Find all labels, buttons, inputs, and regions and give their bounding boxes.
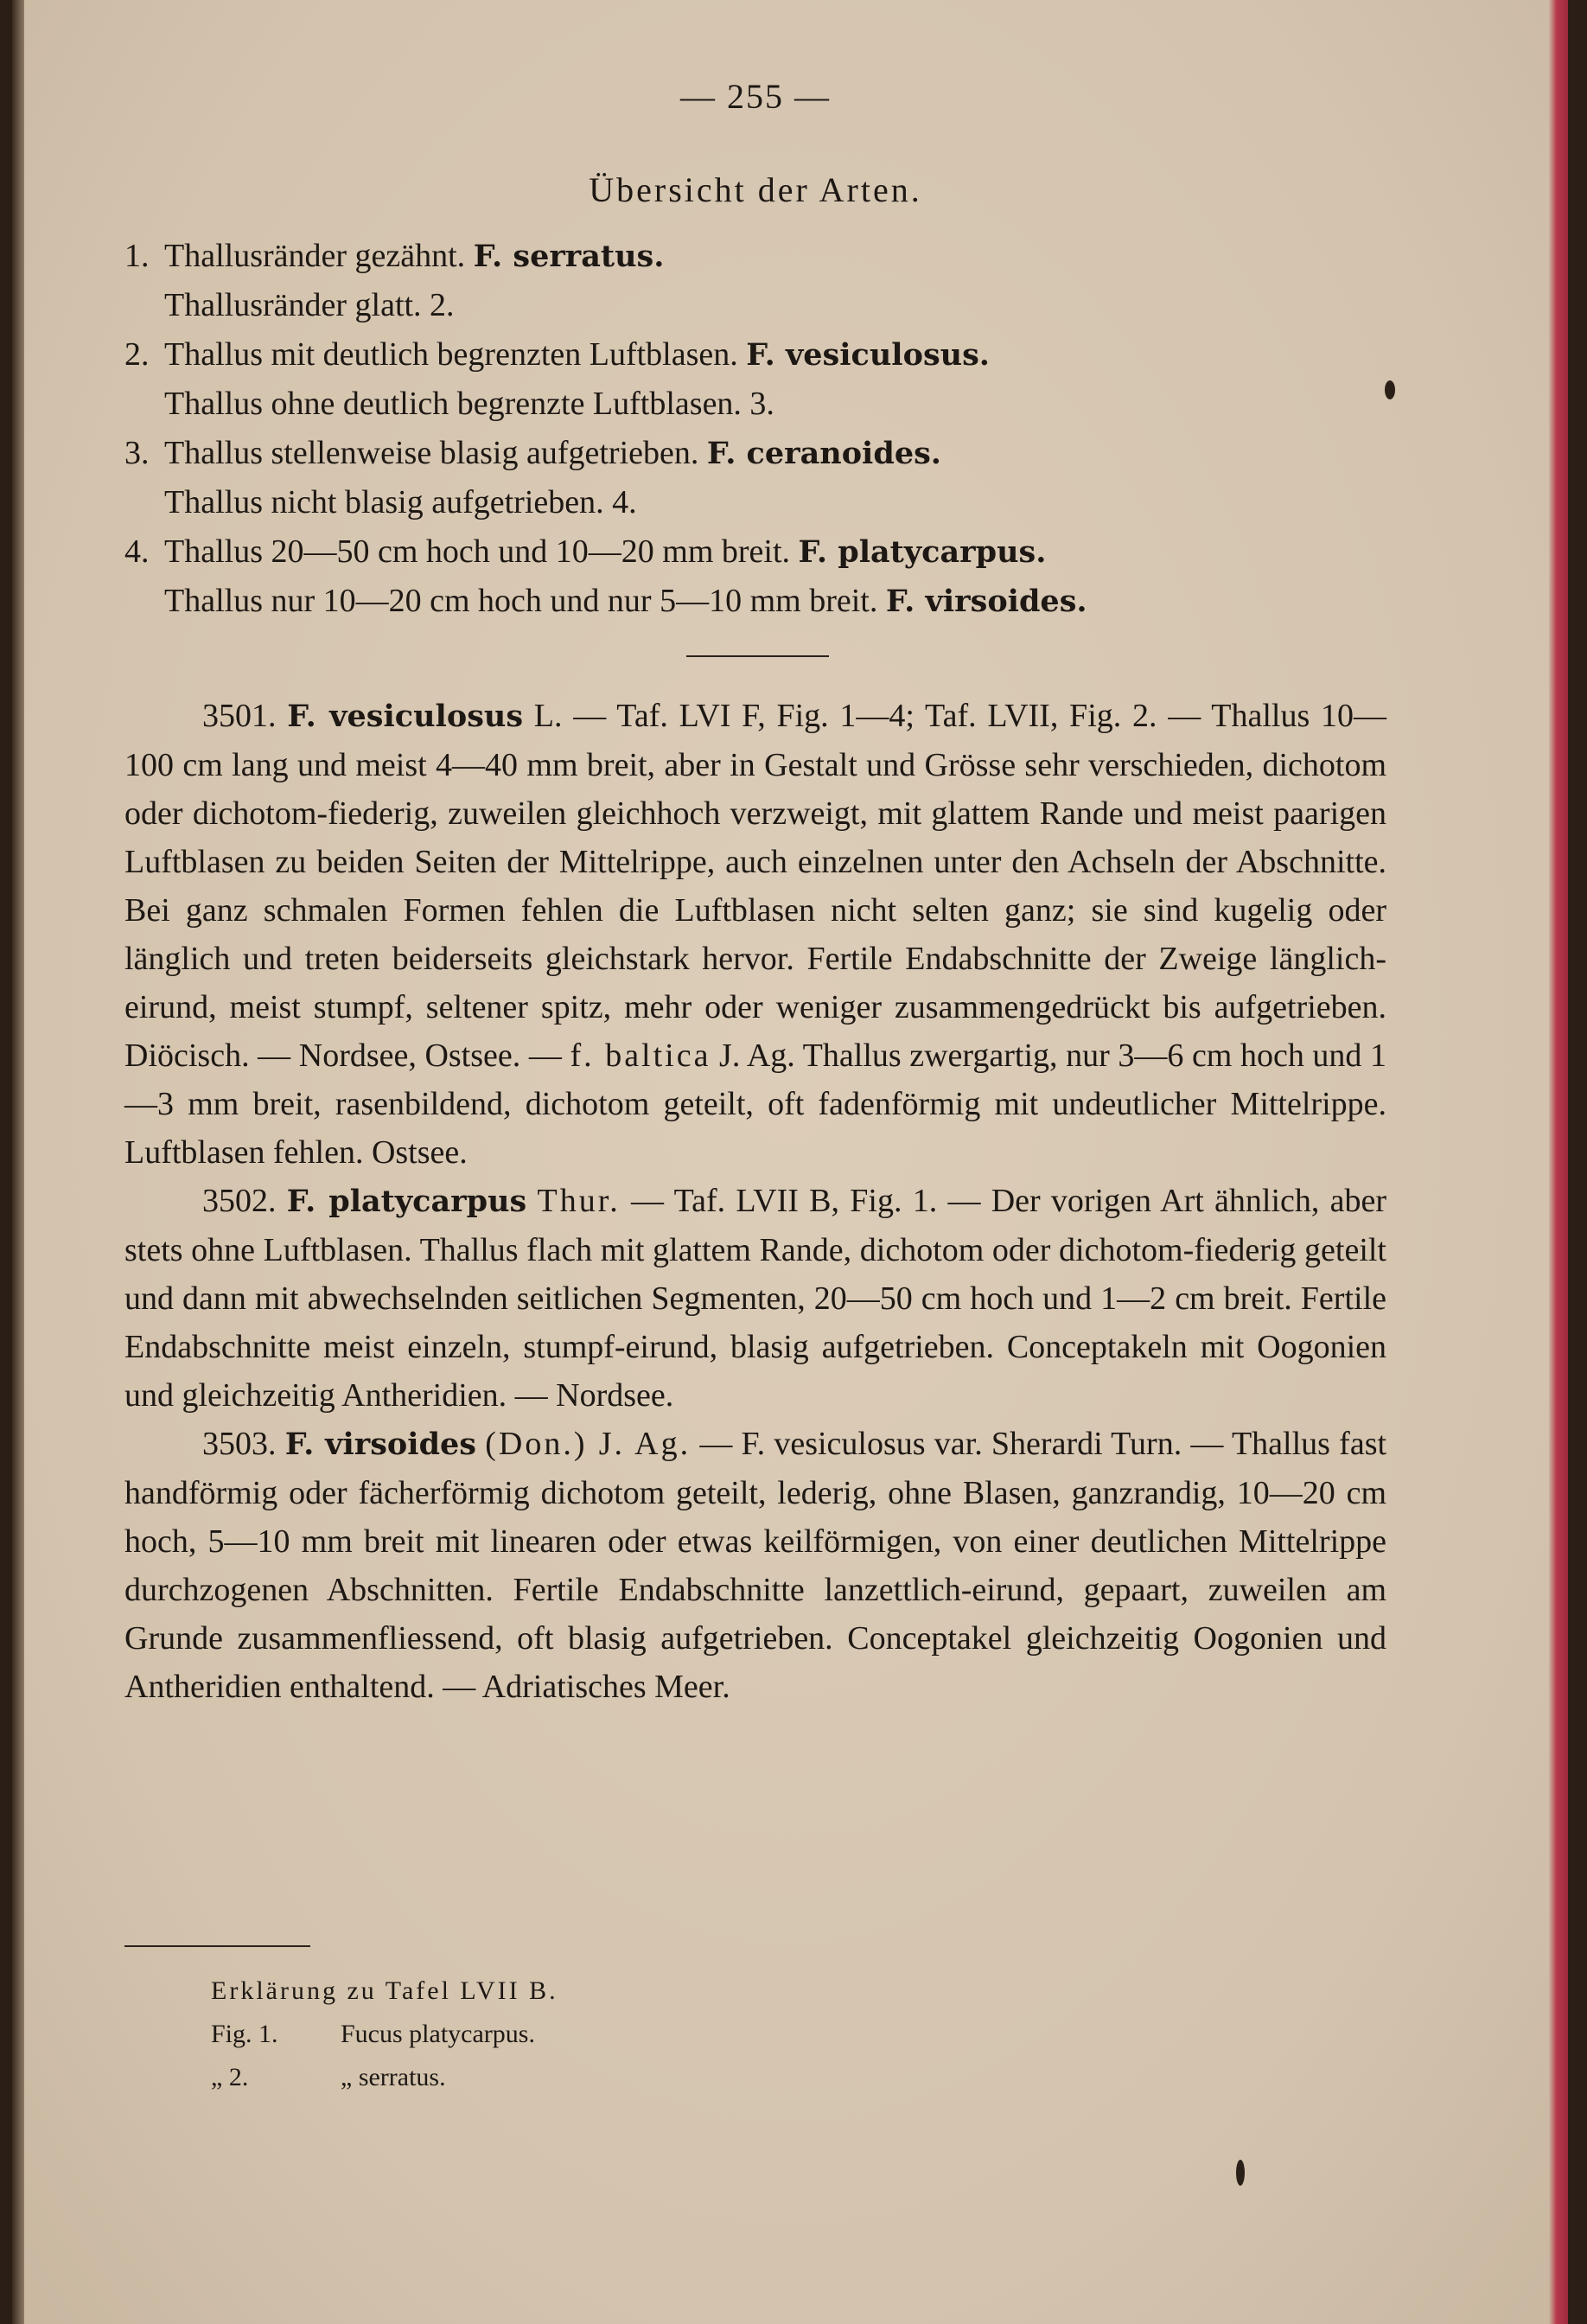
species-key [124,232,1386,626]
entry-3502 [124,1177,1386,1420]
species-name: F. virsoides [284,1427,477,1462]
entry-text: — F. vesiculosus var. Sherardi Turn. — Thallus fast handförmig oder fächerförmig dichotom geteilt, lederig, ohne Blasen, ganzrandig, 10—20 cm hoch, 5—10 mm breit mit linearen oder etwas keilförmigen, von einer deutlichen Mittelrippe durchzogenen Abschnitten. Fertile Endabschnitte lanzettlich-eirund, gepaart, zuweilen am Grunde zusammenfliessend, oft blasig aufgetrieben. Conceptakel gleichzeitig Oogonien und Antheridien enthaltend. — Adriatisches Meer. [124,1426,1387,1705]
key-number: 3. [124,435,150,471]
separator-rule [686,655,829,657]
book-page [12,0,1568,2324]
page-gutter [12,0,24,2324]
footnote-text: Fucus platycarpus. [341,2020,535,2048]
species-author: Thur. [537,1183,621,1219]
page-edge-red [1549,0,1568,2324]
footnote-row [211,2013,558,2056]
key-line [124,429,1386,478]
key-line [124,380,1386,429]
key-species: F. serratus. [473,239,665,274]
page-number: — 255 — [680,77,831,116]
entry-3503 [124,1420,1386,1711]
species-name: F. platycarpus [286,1184,527,1219]
key-line [124,478,1386,527]
variety-name: f. baltica [570,1038,711,1074]
key-species: F. vesiculosus. [746,337,990,373]
key-number: 2. [124,336,150,373]
key-species: F. ceranoides. [706,436,941,471]
key-text: Thallusränder glatt. 2. [164,287,455,323]
key-number: 1. [124,238,150,274]
entry-3501 [124,692,1386,1177]
species-author: (Don.) J. Ag. [485,1426,692,1462]
key-text: Thallus nicht blasig aufgetrieben. 4. [164,484,637,520]
section-heading: Übersicht der Arten. [589,170,922,209]
key-text: Thallus ohne deutlich begrenzte Luftblasen. 3. [164,386,774,422]
entry-text: J. Ag. Thallus zwergartig, nur 3—6 cm hoch und 1—3 mm breit, rasenbildend, dichotom geteilt, oft fadenförmig mit undeutlicher Mittelrippe. Luftblasen fehlen. Ostsee. [124,1038,1386,1171]
entry-text: L. — Taf. LVI F, Fig. 1—4; Taf. LVII, Fig. 2. — Thallus 10—100 cm lang und meist 4—40 mm breit, aber in Gestalt und Grösse sehr verschieden, dichotom oder dichotom-fiederig, zuweilen gleichhoch verzweigt, mit glattem Rande und meist paarigen Luftblasen zu beiden Seiten der Mittelrippe, auch einzelnen unter den Achseln der Abschnitte. Bei ganz schmalen Formen fehlen die Luftblasen nicht selten ganz; sie sind kugelig oder länglich und treten beiderseits gleichstark hervor. Fertile Endabschnitte der Zweige länglich-eirund, meist stumpf, seltener spitz, mehr oder weniger zusammengedrückt bis aufgetrieben. Diöcisch. — Nordsee, Ostsee. — [124,698,1387,1074]
key-line [124,232,1386,281]
ink-spot [1236,2160,1245,2186]
entry-number: 3501. [202,698,277,734]
key-number: 4. [124,533,150,570]
key-species: F. virsoides. [885,584,1087,619]
footnote-row [211,2056,558,2099]
key-text: Thallus 20—50 cm hoch und 10—20 mm breit. [164,533,791,570]
footnote-text: „ serratus. [341,2063,446,2091]
species-descriptions [124,692,1386,1711]
species-name: F. vesiculosus [287,699,524,734]
key-text: Thallus mit deutlich begrenzten Luftblasen. [164,336,738,373]
key-species: F. platycarpus. [798,534,1047,570]
key-line [124,527,1386,577]
key-text: Thallus stellenweise blasig aufgetrieben. [164,435,699,471]
key-line [124,330,1386,380]
entry-text: — Taf. LVII B, Fig. 1. — Der vorigen Art ähnlich, aber stets ohne Luftblasen. Thallus flach mit glattem Rande, dichotom oder dichotom-fiederig geteilt und dann mit abwechselnden seitlichen Segmenten, 20—50 cm hoch und 1—2 cm breit. Fertile Endabschnitte meist einzeln, stumpf-eirund, blasig aufgetrieben. Conceptakeln mit Oogonien und gleichzeitig Antheridien. — Nordsee. [124,1183,1387,1414]
key-line [124,577,1386,626]
footnote-title: Erklärung zu Tafel LVII B. [211,1976,558,2005]
entry-number: 3503. [202,1426,277,1462]
entry-number: 3502. [202,1183,277,1219]
key-line [124,281,1386,330]
key-text: Thallus nur 10—20 cm hoch und nur 5—10 mm breit. [164,583,878,619]
ink-spot [1385,380,1395,399]
footnote-label: „ 2. [211,2063,249,2091]
footnote-rule [124,1945,310,1947]
key-text: Thallusränder gezähnt. [164,238,466,274]
footnote-label: Fig. 1. [211,2020,278,2048]
plate-explanation [211,1970,558,2099]
